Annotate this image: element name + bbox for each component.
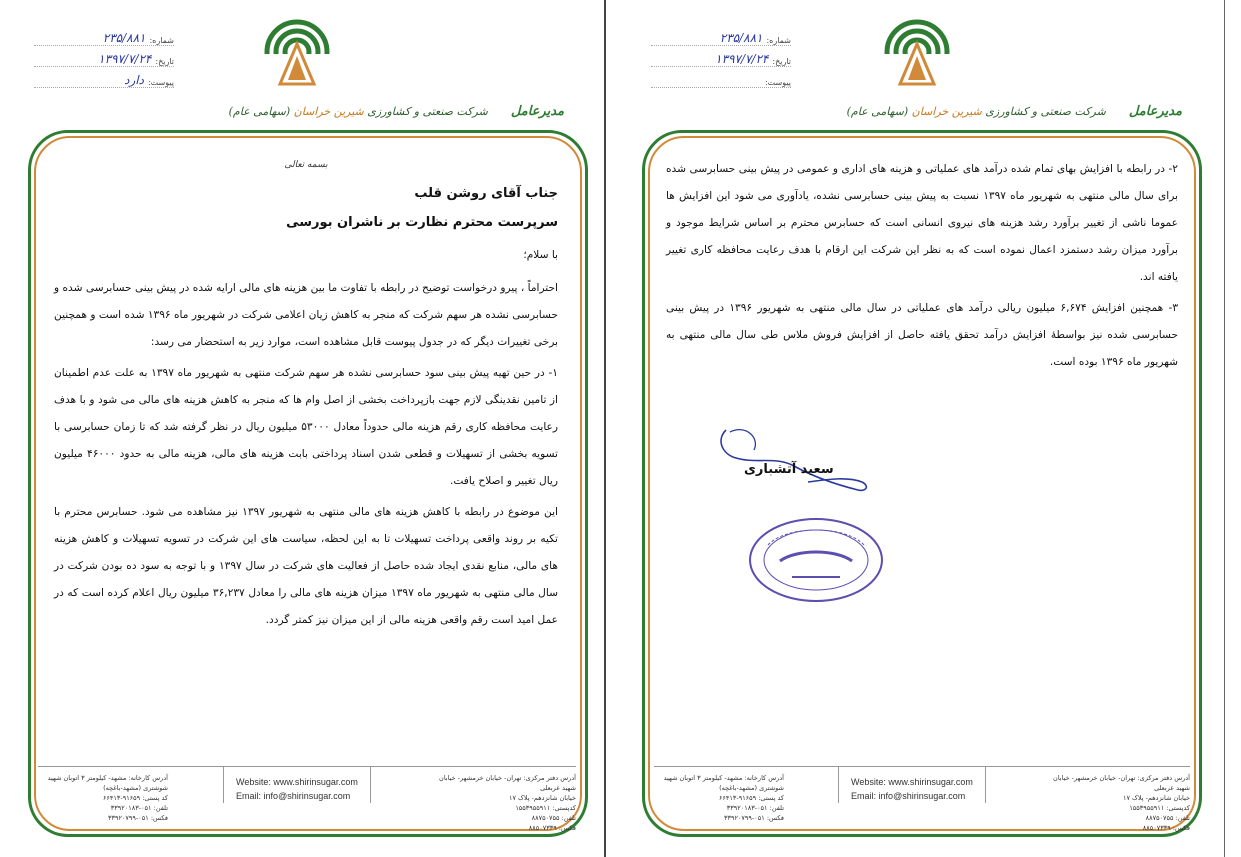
paragraph: ۳- همچنین افزایش ۶,۶۷۴ میلیون ریالی درآمد های عملیاتی در سال مالی منتهی به شهریور ۱۳۹۶ در پیش بینی حسابرسی شده نیز بواسطهٔ افزایش درآمد تحقق یافته حاصل از افزایش فروش ملاس طی سال مالی منتهی به شهریور ماه ۱۳۹۶ بوده است. <box>666 302 1179 368</box>
office-fax: فکس: ۸۸۵۰۷۳۳۹ <box>528 824 576 832</box>
letter-footer <box>38 766 576 832</box>
letter-date: ۱۳۹۷/۷/۲۴ <box>715 52 769 66</box>
attachment-label: پیوست: <box>147 78 174 87</box>
factory-contact <box>654 767 784 823</box>
office-phone: تلفن: ۸۸۷۵۰۷۵۵ <box>531 814 576 822</box>
number-label: شماره: <box>766 36 791 45</box>
letterhead-title: مدیرعامل <box>1128 104 1182 119</box>
date-label: تاریخ: <box>155 57 174 66</box>
letter-number: ۲۳۵/۸۸۱ <box>719 31 763 45</box>
factory-phone: تلفن: ۰۵۱-۳۳۹۲۰۱۸۳ <box>726 804 784 812</box>
attachment-value: دارد <box>124 73 144 87</box>
factory-fax: فکس: ۰۵۱-۳۳۹۲۰۷۹۹ <box>107 814 168 822</box>
company-logo-icon <box>262 18 332 94</box>
company-brand: شیرین خراسان <box>911 105 982 118</box>
letter-page-1 <box>8 0 598 857</box>
factory-contact <box>38 767 168 823</box>
company-suffix: (سهامی عام) <box>228 105 291 118</box>
letter-body <box>666 156 1178 380</box>
date-label: تاریخ: <box>772 57 791 66</box>
attachment-label: پیوست: <box>764 78 791 87</box>
website[interactable]: Website: www.shirinsugar.com <box>851 777 973 787</box>
company-prefix: شرکت صنعتی و کشاورزی <box>367 105 488 118</box>
office-fax: فکس: ۸۸۵۰۷۳۳۹ <box>1142 824 1190 832</box>
company-brand: شیرین خراسان <box>293 105 364 118</box>
paragraph: ۱- در حین تهیه پیش بینی سود حسابرسی نشده هر سهم شرکت منتهی به شهریور ماه ۱۳۹۷ به علت عدم اطمینان از تامین نقدینگی لازم جهت بازپرداخت بخشی از اصل وام ها که منجر به کاهش هزینه های مالی می شود و با هدف رعایت محافظه کاری رقم هزینه مالی حدوداً معادل ۵۳۰۰۰ میلیون ریال در نظر گرفته شد که تا زمان حسابرسی با تسویه بخشی از تسهیلات و قطعی شدن اسناد پرداختی بابت هزینه های مالی، هزینه مالی به حدود ۴۶۰۰۰ میلیون ریال تغییر و اصلاح یافت. <box>54 367 558 487</box>
page-divider <box>604 0 606 857</box>
company-logo-icon <box>882 18 952 94</box>
letter-footer <box>654 766 1190 832</box>
letterhead-title: مدیرعامل <box>510 104 564 119</box>
factory-postal: کد پستی: ۹۱۶۵۹-۶۶۴۱۳ <box>102 794 168 802</box>
office-phone: تلفن: ۸۸۷۵۰۷۵۵ <box>1145 814 1190 822</box>
email[interactable]: Email: info@shirinsugar.com <box>851 791 966 801</box>
office-street: خیابان شانزدهم- پلاک ۱۷ <box>1122 794 1190 802</box>
web-contact <box>223 767 371 803</box>
letterhead <box>847 100 1182 119</box>
basmala: بسمه تعالی <box>284 160 328 170</box>
recipient: سرپرست محترم نظارت بر ناشران بورسی <box>286 215 558 230</box>
office-address: آدرس دفتر مرکزی: تهران- خیابان خرمشهر- خیابان شهید عربعلی <box>439 774 576 792</box>
office-address: آدرس دفتر مرکزی: تهران- خیابان خرمشهر- خیابان شهید عربعلی <box>1053 774 1190 792</box>
office-contact <box>426 767 576 833</box>
scan-edge <box>1224 0 1225 857</box>
number-label: شماره: <box>149 36 174 45</box>
letter-meta <box>34 28 174 91</box>
office-postal: کدپستی: ۱۵۵۳۹۵۵۹۱۱ <box>515 804 576 812</box>
factory-address: آدرس کارخانه: مشهد- کیلومتر ۳ اتوبان شهید شوشتری (مشهد-باغچه) <box>47 774 168 792</box>
letter-page-2 <box>626 0 1218 857</box>
letter-meta <box>651 28 791 91</box>
factory-fax: فکس: ۰۵۱-۳۳۹۲۰۷۹۹ <box>723 814 784 822</box>
factory-address: آدرس کارخانه: مشهد- کیلومتر ۳ اتوبان شهید شوشتری (مشهد-باغچه) <box>663 774 784 792</box>
office-postal: کدپستی: ۱۵۵۳۹۵۵۹۱۱ <box>1129 804 1190 812</box>
company-suffix: (سهامی عام) <box>846 105 909 118</box>
handwritten-signature-icon <box>716 420 876 500</box>
salutation: جناب آقای روشن قلب <box>414 186 558 201</box>
office-street: خیابان شانزدهم- پلاک ۱۷ <box>508 794 576 802</box>
greeting: با سلام؛ <box>523 249 558 261</box>
email[interactable]: Email: info@shirinsugar.com <box>236 791 351 801</box>
paragraph: این موضوع در رابطه با کاهش هزینه های مالی منتهی به شهریور ۱۳۹۷ نیز مشاهده می شود. حسابرس محترم با تکیه بر روند واقعی پرداخت تسهیلات تا به این لحظه، سیاست های این شرکت در تسویه تسهیلات و کاهش هزینه های مالی، منابع نقدی ایجاد شده حاصل از فعالیت های شرکت در سال ۱۳۹۷ و با توجه به سود ده بودن شرکت در سال مالی منتهی به شهریور ماه ۱۳۹۷ میزان هزینه های مالی را معادل ۳۶,۲۳۷ میلیون ریال اعلام کرده است که در عمل امید است رقم واقعی هزینه مالی از این میزان نیز کمتر گردد. <box>54 506 558 626</box>
letter-date: ۱۳۹۷/۷/۲۴ <box>98 52 152 66</box>
company-seal-icon <box>746 515 886 605</box>
letter-number: ۲۳۵/۸۸۱ <box>102 31 146 45</box>
signer-name: سعید آتشباری <box>744 462 834 477</box>
paragraph: احتراماً ، پیرو درخواست توضیح در رابطه با تفاوت ما بین هزینه های مالی ارایه شده در پیش بینی حسابرسی شده و حسابرسی نشده هر سهم شرکت که منجر به کاهش زیان اعلامی شرکت در شهریور ماه ۱۳۹۶ شده است و همچنین برخی تغییرات دیگر که در جدول پیوست قابل مشاهده است، موارد زیر به استحضار می رسد: <box>54 282 558 348</box>
factory-postal: کد پستی: ۹۱۶۵۹-۶۶۴۱۳ <box>718 794 784 802</box>
letter-body <box>54 158 558 638</box>
company-name <box>847 105 1106 118</box>
company-prefix: شرکت صنعتی و کشاورزی <box>985 105 1106 118</box>
website[interactable]: Website: www.shirinsugar.com <box>236 777 358 787</box>
factory-phone: تلفن: ۰۵۱-۳۳۹۲۰۱۸۳ <box>110 804 168 812</box>
office-contact <box>1040 767 1190 833</box>
letterhead <box>229 100 564 119</box>
paragraph: ۲- در رابطه با افزایش بهای تمام شده درآمد های عملیاتی و هزینه های اداری و عمومی در پیش بینی حسابرسی شده برای سال مالی منتهی به شهریور ماه ۱۳۹۷ نسبت به پیش بینی حسابرسی نشده، یادآوری می شود این افزایش ها عموما ناشی از تغییر برآورد رشد هزینه های نیروی انسانی است که حسابرس محترم بر اساس شرایط موجود و برآورد میزان رشد دستمزد اعمال نموده است که به نظر این شرکت این ارقام با هدف رعایت محافظه کاری تغییر یافته اند. <box>666 163 1178 283</box>
web-contact <box>838 767 986 803</box>
company-name <box>229 105 488 118</box>
